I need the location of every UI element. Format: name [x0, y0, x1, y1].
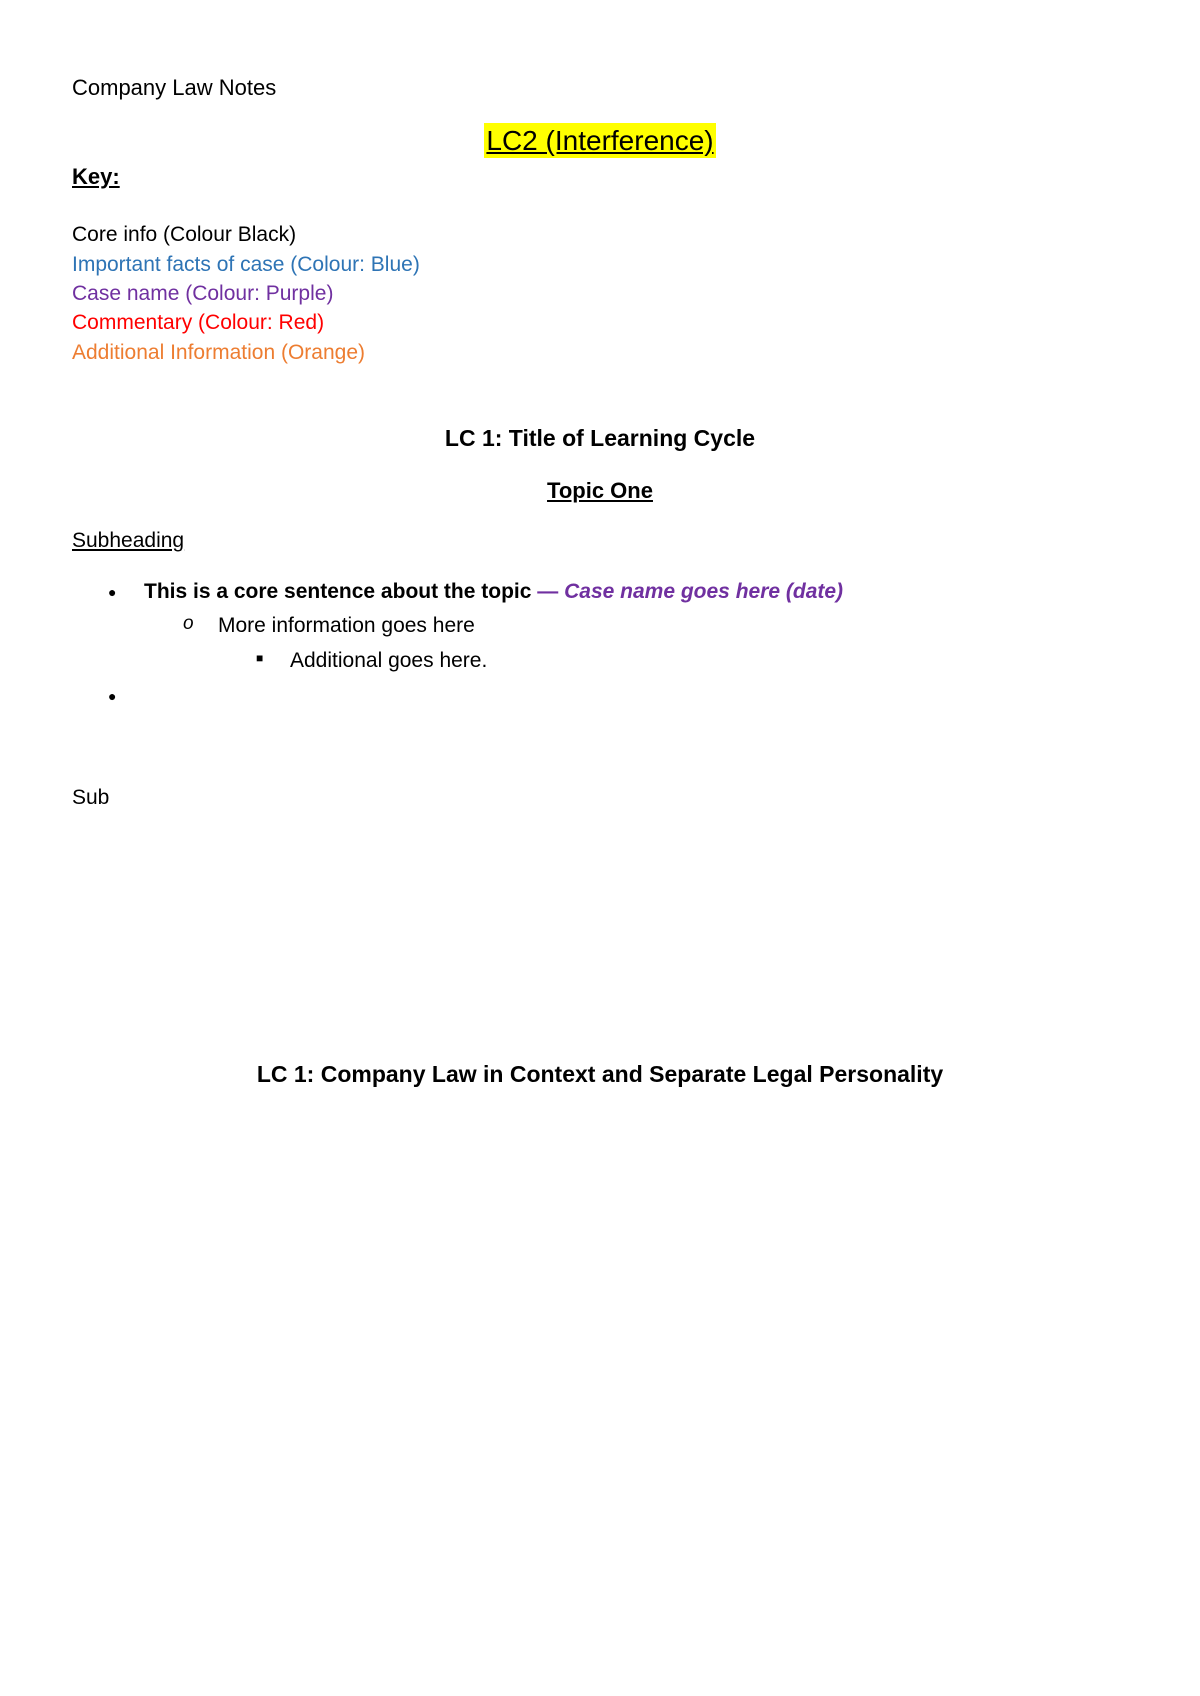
key-heading: Key:: [72, 164, 120, 189]
empty-bullet-disc-icon: ●: [108, 688, 117, 704]
em-dash: —: [531, 580, 565, 603]
key-item-additional-info: Additional Information (Orange): [72, 341, 365, 364]
learning-cycle-title-heading: LC 1: Title of Learning Cycle: [444, 425, 756, 451]
sub-label: Sub: [72, 786, 110, 809]
document-title: Company Law Notes: [72, 75, 277, 100]
bullet-core-sentence: [144, 581, 843, 602]
bullet-disc-icon: ●: [108, 584, 117, 600]
key-item-core-info: Core info (Colour Black): [72, 223, 297, 246]
key-item-commentary: Commentary (Colour: Red): [72, 311, 325, 334]
sub-sub-bullet-square-icon: ■: [256, 651, 264, 665]
lc2-heading-text: LC2 (Interference): [486, 125, 714, 156]
key-item-important-facts: Important facts of case (Colour: Blue): [72, 253, 420, 276]
lc2-heading: [0, 127, 1200, 155]
sub-bullet-text: More information goes here: [218, 614, 475, 637]
company-law-context-heading: LC 1: Company Law in Context and Separate Legal Personality: [256, 1061, 944, 1087]
key-item-case-name: Case name (Colour: Purple): [72, 282, 334, 305]
topic-one-heading: Topic One: [547, 478, 653, 503]
sub-sub-bullet-text: Additional goes here.: [290, 649, 488, 672]
sub-bullet-circle-icon: o: [183, 613, 194, 634]
subheading: Subheading: [72, 529, 185, 552]
core-sentence-text: This is a core sentence about the topic: [144, 580, 532, 603]
case-name-text: Case name goes here (date): [564, 580, 844, 603]
